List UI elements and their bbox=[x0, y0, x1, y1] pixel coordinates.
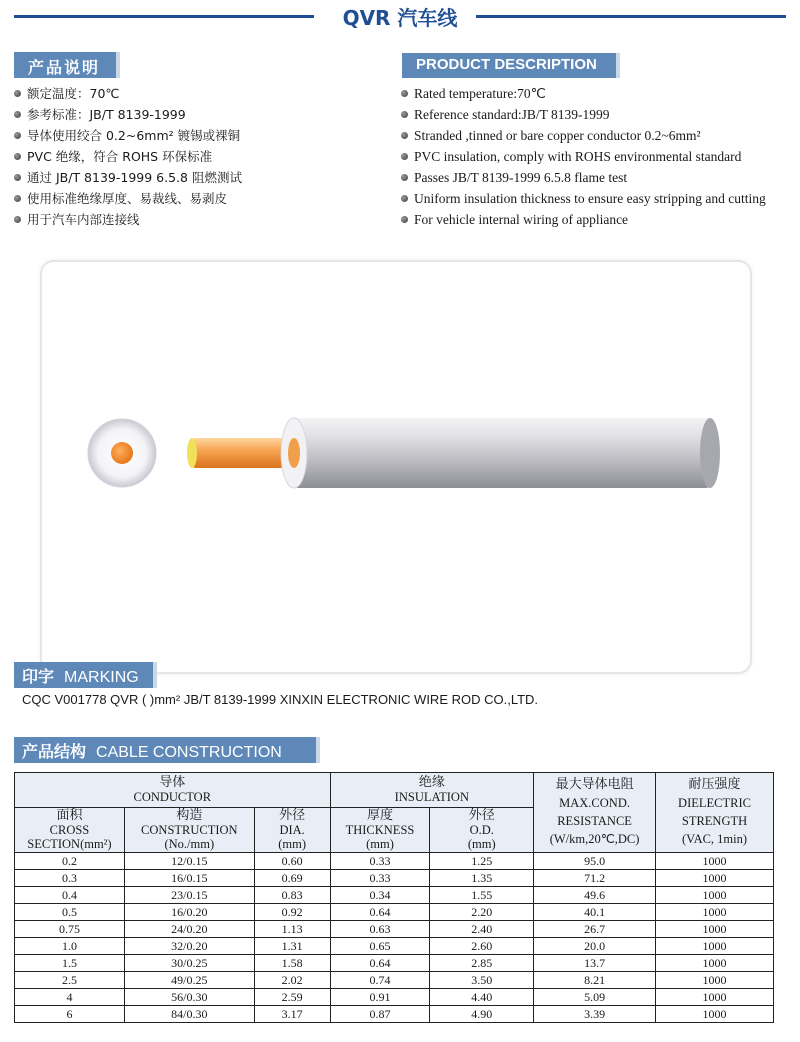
bullet-icon bbox=[401, 153, 408, 160]
bullet-icon bbox=[401, 195, 408, 202]
table-row: 0.2 12/0.15 0.60 0.33 1.25 95.0 1000 bbox=[15, 853, 774, 870]
cable-cross-section bbox=[88, 419, 156, 487]
list-item: Passes JB/T 8139-1999 6.5.8 flame test bbox=[401, 167, 766, 188]
header-section: 面积 CROSS SECTION(mm²) bbox=[15, 808, 125, 853]
header-insulation: 绝缘 INSULATION bbox=[330, 773, 534, 808]
bullet-icon bbox=[14, 90, 21, 97]
header-conductor: 导体 CONDUCTOR bbox=[15, 773, 331, 808]
list-item: 参考标准：JB/T 8139-1999 bbox=[14, 104, 242, 125]
list-item: Uniform insulation thickness to ensure easy stripping and cutting bbox=[401, 188, 766, 209]
bullet-icon bbox=[401, 174, 408, 181]
table-row: 0.4 23/0.15 0.83 0.34 1.55 49.6 1000 bbox=[15, 887, 774, 904]
list-item: 额定温度：70℃ bbox=[14, 83, 242, 104]
list-item: 通过 JB/T 8139-1999 6.5.8 阻燃测试 bbox=[14, 167, 242, 188]
bullet-icon bbox=[14, 195, 21, 202]
table-row: 4 56/0.30 2.59 0.91 4.40 5.09 1000 bbox=[15, 989, 774, 1006]
table-row: 0.5 16/0.20 0.92 0.64 2.20 40.1 1000 bbox=[15, 904, 774, 921]
page-title: QVR 汽车线 bbox=[342, 6, 458, 30]
header-thickness: 厚度 THICKNESS (mm) bbox=[330, 808, 430, 853]
bullet-icon bbox=[401, 90, 408, 97]
list-item: For vehicle internal wiring of appliance bbox=[401, 209, 766, 230]
list-item: 使用标准绝缘厚度、易裁线、易剥皮 bbox=[14, 188, 242, 209]
bullet-icon bbox=[14, 174, 21, 181]
list-item: 导体使用绞合 0.2~6mm² 镀锡或裸铜 bbox=[14, 125, 242, 146]
section-header-construction: 产品结构 CABLE CONSTRUCTION bbox=[14, 737, 320, 763]
list-item: Rated temperature:70℃ bbox=[401, 83, 766, 104]
table-row: 0.75 24/0.20 1.13 0.63 2.40 26.7 1000 bbox=[15, 921, 774, 938]
list-item: 用于汽车内部连接线 bbox=[14, 209, 242, 230]
cable-illustration bbox=[42, 262, 750, 672]
cable-jacket bbox=[281, 418, 720, 488]
header-od: 外径 O.D. (mm) bbox=[430, 808, 534, 853]
list-item: Reference standard:JB/T 8139-1999 bbox=[401, 104, 766, 125]
bullet-icon bbox=[14, 153, 21, 160]
bullet-icon bbox=[401, 132, 408, 139]
construction-table bbox=[14, 772, 774, 1023]
product-image-panel bbox=[40, 260, 752, 674]
section-header-description-cn: 产品说明 bbox=[14, 52, 120, 78]
table-row: 1.5 30/0.25 1.58 0.64 2.85 13.7 1000 bbox=[15, 955, 774, 972]
bullet-icon bbox=[14, 111, 21, 118]
header-dia: 外径 DIA. (mm) bbox=[254, 808, 330, 853]
header-construction: 构造 CONSTRUCTION (No./mm) bbox=[124, 808, 254, 853]
list-item: PVC 绝缘，符合 ROHS 环保标准 bbox=[14, 146, 242, 167]
bullet-icon bbox=[14, 216, 21, 223]
list-item: PVC insulation, comply with ROHS environmental standard bbox=[401, 146, 766, 167]
table-row: 0.3 16/0.15 0.69 0.33 1.35 71.2 1000 bbox=[15, 870, 774, 887]
section-header-marking: 印字 MARKING bbox=[14, 662, 157, 688]
bullet-icon bbox=[14, 132, 21, 139]
section-header-description-en: PRODUCT DESCRIPTION bbox=[402, 53, 620, 78]
header-resistance: 最大导体电阻 MAX.COND. RESISTANCE (W/km,20℃,DC) bbox=[534, 773, 656, 853]
bullet-icon bbox=[401, 216, 408, 223]
table-row: 1.0 32/0.20 1.31 0.65 2.60 20.0 1000 bbox=[15, 938, 774, 955]
list-item: Stranded ,tinned or bare copper conductor 0.2~6mm² bbox=[401, 125, 766, 146]
marking-text: CQC V001778 QVR ( )mm² JB/T 8139-1999 XINXIN ELECTRONIC WIRE ROD CO.,LTD. bbox=[22, 692, 539, 707]
table-row: 6 84/0.30 3.17 0.87 4.90 3.39 1000 bbox=[15, 1006, 774, 1023]
bullet-icon bbox=[401, 111, 408, 118]
header-dielectric: 耐压强度 DIELECTRIC STRENGTH (VAC, 1min) bbox=[656, 773, 774, 853]
table-row: 2.5 49/0.25 2.02 0.74 3.50 8.21 1000 bbox=[15, 972, 774, 989]
feature-list-en bbox=[401, 83, 766, 230]
feature-list-cn bbox=[14, 83, 242, 230]
